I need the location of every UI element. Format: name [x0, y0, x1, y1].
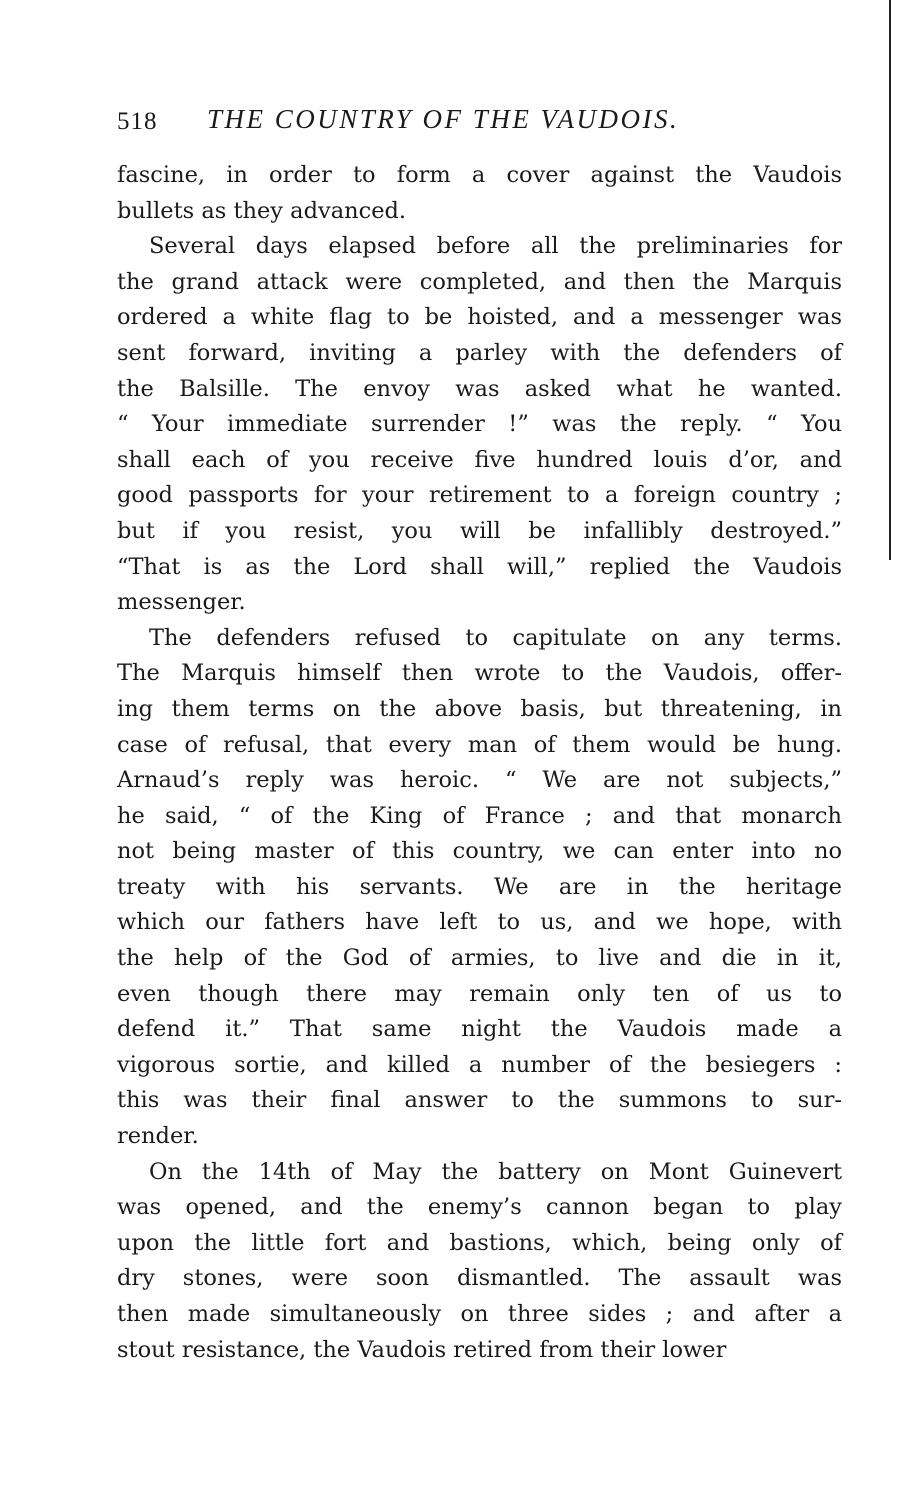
text-line: the Balsille. The envoy was asked what he wanted. — [117, 375, 842, 402]
text-line: the grand attack were completed, and then the Marquis — [117, 268, 842, 295]
text-line: “ Your immediate surrender !” was the reply. “ You — [117, 411, 842, 438]
text-line: treaty with his servants. We are in the heritage — [117, 873, 842, 900]
text-line: Several days elapsed before all the preliminaries for — [149, 233, 842, 260]
text-line: stout resistance, the Vaudois retired from their lower — [117, 1336, 727, 1363]
text-line: defend it.” That same night the Vaudois made a — [117, 1016, 842, 1043]
text-line: which our fathers have left to us, and we hope, with — [117, 909, 842, 936]
text-line: Arnaud’s reply was heroic. “ We are not subjects,” — [117, 767, 842, 794]
text-line: upon the little fort and bastions, which, being only of — [117, 1229, 842, 1256]
text-line: render. — [117, 1123, 199, 1150]
text-line: case of refusal, that every man of them would be hung. — [117, 731, 842, 758]
text-line: good passports for your retirement to a foreign country ; — [117, 482, 842, 509]
text-line: then made simultaneously on three sides ; and after a — [117, 1301, 842, 1327]
page-number: 518 — [117, 108, 158, 135]
body-text — [117, 158, 842, 1368]
paragraph — [117, 158, 842, 229]
text-line: dry stones, were soon dismantled. The assault was — [117, 1265, 842, 1292]
text-line: but if you resist, you will be infallibly destroyed.” — [117, 517, 842, 544]
text-line: sent forward, inviting a parley with the defenders of — [117, 339, 842, 366]
page-header — [117, 100, 842, 140]
page-edge-line — [889, 0, 891, 560]
text-line: On the 14th of May the battery on Mont Guinevert — [149, 1158, 842, 1185]
text-line: he said, “ of the King of France ; and that monarch — [117, 802, 842, 829]
paragraph — [117, 1155, 842, 1369]
text-line: ordered a white flag to be hoisted, and a messenger was — [117, 304, 842, 331]
text-line: bullets as they advanced. — [117, 197, 407, 224]
text-line: The defenders refused to capitulate on any terms. — [149, 624, 842, 651]
text-line: “That is as the Lord shall will,” replied the Vaudois — [117, 553, 842, 580]
running-head: THE COUNTRY OF THE VAUDOIS. — [207, 104, 680, 134]
text-line: ing them terms on the above basis, but threatening, in — [117, 695, 842, 722]
paragraph — [117, 621, 842, 1155]
text-line: vigorous sortie, and killed a number of the besiegers : — [117, 1051, 842, 1078]
text-line: The Marquis himself then wrote to the Vaudois, offer- — [117, 660, 842, 687]
paragraph — [117, 229, 842, 621]
text-line: was opened, and the enemy’s cannon began to play — [117, 1194, 842, 1221]
text-line: messenger. — [117, 589, 246, 616]
text-line: even though there may remain only ten of us to — [117, 980, 842, 1007]
text-line: fascine, in order to form a cover against the Vaudois — [117, 162, 842, 188]
text-line: this was their final answer to the summons to sur- — [117, 1087, 842, 1114]
text-line: not being master of this country, we can enter into no — [117, 838, 842, 865]
text-line: shall each of you receive five hundred louis d’or, and — [117, 446, 842, 473]
text-line: the help of the God of armies, to live and die in it, — [117, 945, 842, 972]
